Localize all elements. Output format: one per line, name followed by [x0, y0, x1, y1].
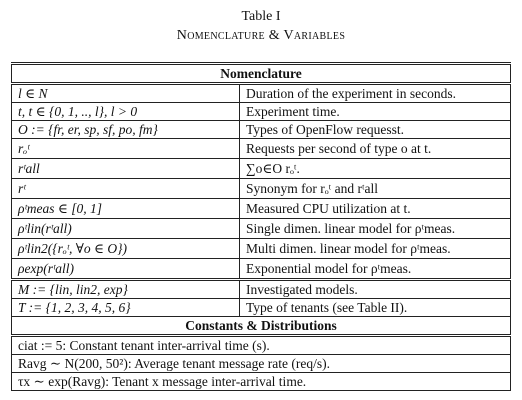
table-caption-title: Nomenclature & Variables	[176, 28, 346, 43]
section-title-constants: Constants & Distributions	[12, 317, 511, 336]
description-cell: Types of OpenFlow requesst.	[240, 121, 511, 139]
table-row	[12, 219, 511, 239]
table-row	[12, 159, 511, 179]
table-row	[12, 199, 511, 219]
description-cell: Synonym for rₒᵗ and rᵗall	[240, 179, 511, 199]
description-cell: Investigated models.	[240, 280, 511, 299]
section-header-row	[12, 64, 511, 84]
table-row	[12, 84, 511, 103]
section-header-row	[12, 317, 511, 336]
table-caption-number: Table I	[241, 9, 281, 24]
table-row	[12, 239, 511, 259]
symbol-cell: M := {lin, lin2, exp}	[12, 280, 240, 299]
table-row	[12, 259, 511, 280]
description-cell: Measured CPU utilization at t.	[240, 199, 511, 219]
symbol-cell: rₒᵗ	[12, 139, 240, 159]
description-cell: Requests per second of type o at t.	[240, 139, 511, 159]
description-cell: ∑o∈O rₒᵗ.	[240, 159, 511, 179]
symbol-cell: T := {1, 2, 3, 4, 5, 6}	[12, 299, 240, 317]
symbol-cell: l ∈ N	[12, 84, 240, 103]
symbol-cell: ρᵗmeas ∈ [0, 1]	[12, 199, 240, 219]
symbol-cell: t, t ∈ {0, 1, .., l}, l > 0	[12, 103, 240, 121]
symbol-cell: ρᵗlin2({rₒᵗ, ∀o ∈ O})	[12, 239, 240, 259]
table-row	[12, 121, 511, 139]
description-cell: Duration of the experiment in seconds.	[240, 84, 511, 103]
table-row	[12, 139, 511, 159]
table-row	[12, 280, 511, 299]
symbol-cell: O := {fr, er, sp, sf, po, fm}	[12, 121, 240, 139]
constant-cell: ciat := 5: Constant tenant inter-arrival time (s).	[12, 336, 511, 355]
constant-cell: Ravg ∼ N(200, 50²): Average tenant message rate (req/s).	[12, 355, 511, 373]
table-row	[12, 355, 511, 373]
description-cell: Exponential model for ρᵗmeas.	[240, 259, 511, 280]
section-title-nomenclature: Nomenclature	[12, 64, 511, 84]
table-row	[12, 103, 511, 121]
description-cell: Type of tenants (see Table II).	[240, 299, 511, 317]
symbol-cell: rᵗ	[12, 179, 240, 199]
symbol-cell: ρᵗlin(rᵗall)	[12, 219, 240, 239]
description-cell: Multi dimen. linear model for ρᵗmeas.	[240, 239, 511, 259]
nomenclature-table	[11, 62, 511, 391]
table-row	[12, 336, 511, 355]
description-cell: Single dimen. linear model for ρᵗmeas.	[240, 219, 511, 239]
description-cell: Experiment time.	[240, 103, 511, 121]
symbol-cell: ρexp(rᵗall)	[12, 259, 240, 280]
table-row	[12, 373, 511, 391]
table-row	[12, 179, 511, 199]
constant-cell: τx ∼ exp(Ravg): Tenant x message inter-arrival time.	[12, 373, 511, 391]
table-row	[12, 299, 511, 317]
symbol-cell: rᵗall	[12, 159, 240, 179]
